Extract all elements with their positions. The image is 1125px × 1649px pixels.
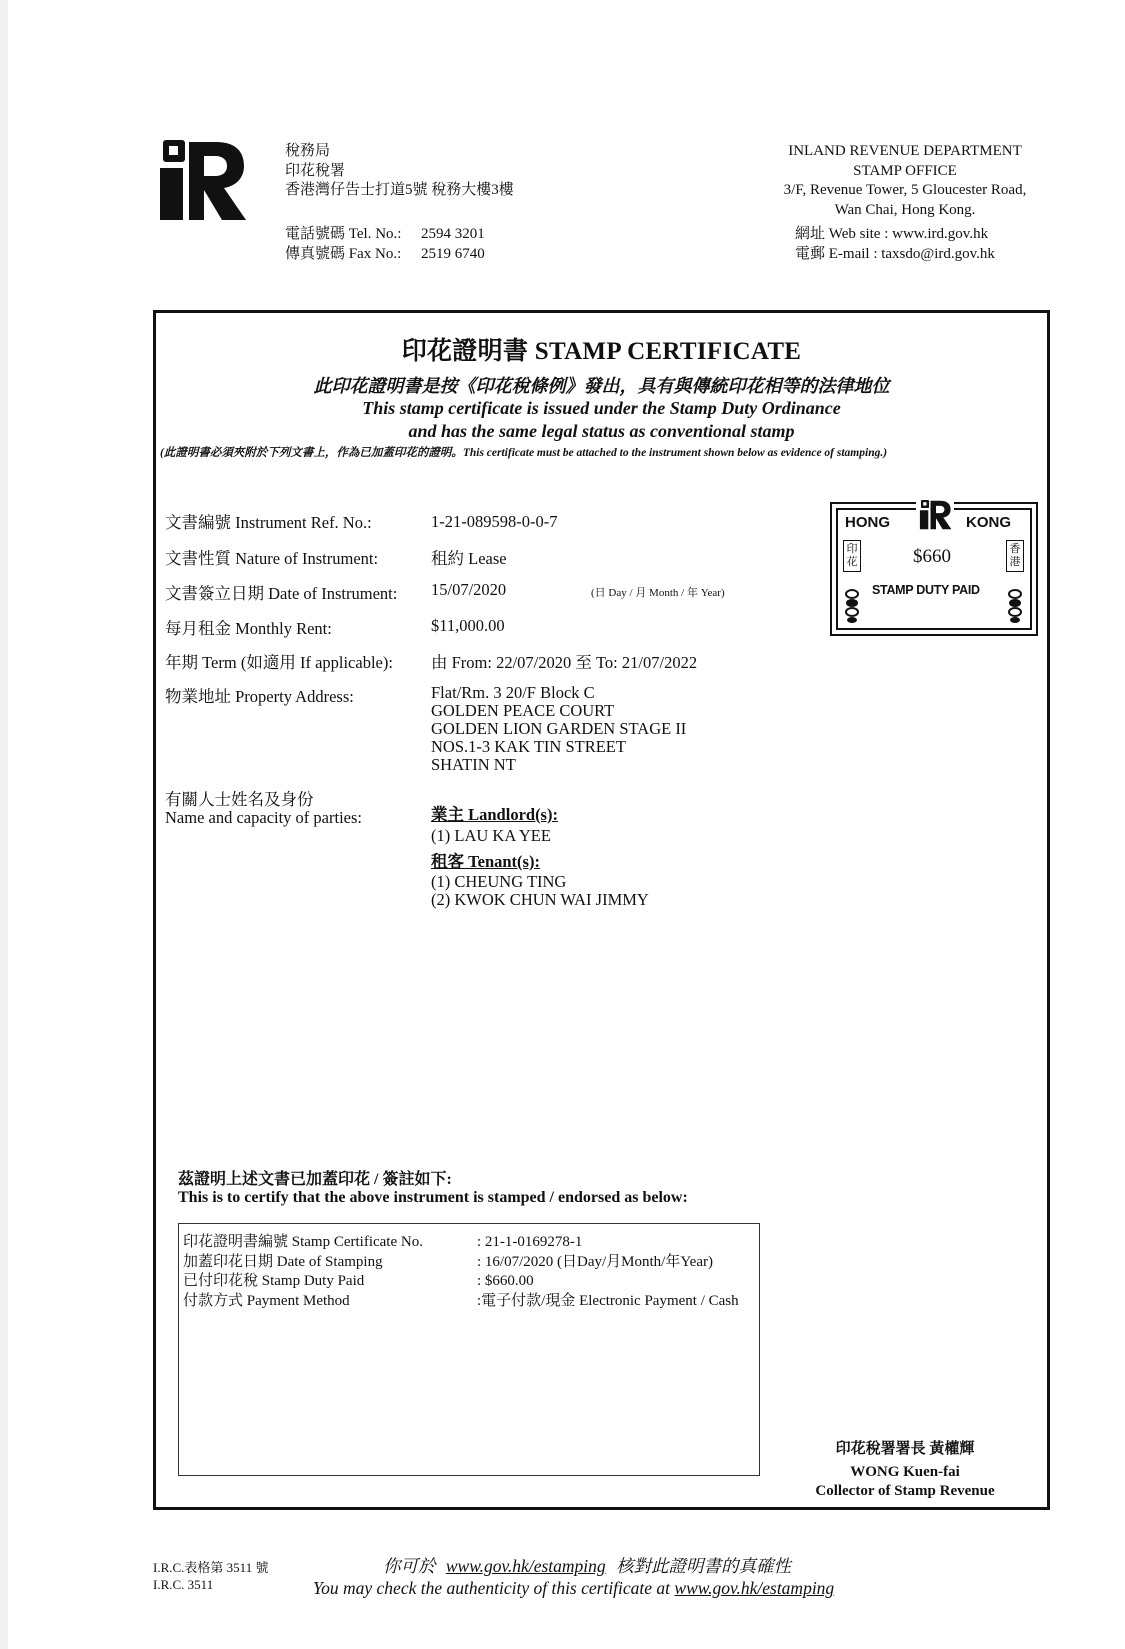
certify-statement-zh: 茲證明上述文書已加蓋印花 / 簽註如下: (178, 1171, 452, 1188)
stamp-hong: HONG (845, 514, 890, 531)
subtitle-en-line1: This stamp certificate is issued under the Stamp Duty Ordinance (362, 398, 841, 418)
instrument-date-value: 15/07/2020 (431, 580, 507, 599)
authenticity-en-prefix: You may check the authenticity of this certificate at (313, 1578, 671, 1598)
ird-logo-icon (160, 140, 248, 222)
collector-signature-block (780, 1440, 1030, 1501)
collector-title-en: Collector of Stamp Revenue (815, 1483, 995, 1499)
stamp-cert-no-value: : 21-1-0169278-1 (477, 1234, 583, 1250)
page-left-edge (0, 0, 8, 1649)
tenant-item: (1) CHEUNG TING (431, 872, 567, 891)
stamp-amount: $660 (913, 546, 951, 567)
office-name-zh: 印花稅署 (285, 162, 346, 179)
term-value: 由 From: 22/07/2020 至 To: 21/07/2022 (431, 653, 698, 672)
property-address-value (431, 684, 686, 774)
office-name-en: STAMP OFFICE (853, 162, 957, 179)
address-line2-en: Wan Chai, Hong Kong. (834, 201, 976, 218)
address-line1-en: 3/F, Revenue Tower, 5 Gloucester Road, (783, 182, 1027, 198)
website-link[interactable]: 網址 Web site : www.ird.gov.hk (795, 226, 989, 242)
office-address-en (760, 142, 1050, 220)
stamp-left-ornament-icon (843, 588, 861, 624)
parties-label (165, 791, 362, 827)
tel-label: 電話號碼 Tel. No.: (285, 226, 402, 242)
stamp-kong: KONG (966, 514, 1011, 531)
estamping-link-zh[interactable]: www.gov.hk/estamping (445, 1556, 606, 1576)
monthly-rent-value: $11,000.00 (431, 616, 505, 635)
address-line: SHATIN NT (431, 755, 516, 774)
dept-name-en: INLAND REVENUE DEPARTMENT (788, 143, 1022, 159)
estamping-link-en[interactable]: www.gov.hk/estamping (674, 1578, 835, 1598)
parties-label-zh: 有關人士姓名及身份 (165, 790, 314, 809)
property-address-label: 物業地址 Property Address: (165, 687, 354, 706)
instrument-date-label: 文書簽立日期 Date of Instrument: (165, 584, 398, 603)
landlord-heading: 業主 Landlord(s): (431, 805, 558, 824)
fax-label: 傳真號碼 Fax No.: (285, 245, 402, 262)
duty-paid-value: : $660.00 (477, 1273, 534, 1289)
stamp-right-ornament-icon (1006, 588, 1024, 624)
form-number-zh: I.R.C.表格第 3511 號 (153, 1560, 269, 1575)
web-contacts (795, 225, 995, 264)
address-line: GOLDEN LION GARDEN STAGE II (431, 719, 687, 738)
parties-label-en: Name and capacity of parties: (165, 808, 362, 827)
stamping-date-label: 加蓋印花日期 Date of Stamping (183, 1253, 383, 1270)
dept-name-zh: 稅務局 (285, 143, 331, 159)
landlord-item: (1) LAU KA YEE (431, 826, 551, 845)
collector-name: WONG Kuen-fai (850, 1464, 960, 1480)
subtitle-en-line2: and has the same legal status as conventional stamp (408, 421, 795, 441)
address-line: Flat/Rm. 3 20/F Block C (431, 683, 595, 702)
tenant-list (431, 873, 649, 909)
tenant-heading: 租客 Tenant(s): (431, 852, 540, 871)
stamp-ird-logo-icon (918, 500, 954, 530)
stamp-right-seal: 香港 (1006, 540, 1024, 572)
address-line: GOLDEN PEACE COURT (431, 701, 615, 720)
collector-title-zh: 印花稅署署長 黃權輝 (835, 1441, 975, 1457)
address-zh: 香港灣仔告士打道5號 稅務大樓3樓 (285, 182, 514, 198)
authenticity-note-en (313, 1578, 834, 1599)
form-number-en: I.R.C. 3511 (153, 1577, 214, 1592)
authenticity-zh-prefix: 你可於 (383, 1556, 436, 1576)
term-label: 年期 Term (如適用 If applicable): (165, 653, 393, 672)
fax-value: 2519 6740 (421, 245, 485, 262)
tenant-item: (2) KWOK CHUN WAI JIMMY (431, 890, 649, 909)
endorsement-values (477, 1233, 739, 1311)
payment-method-label: 付款方式 Payment Method (183, 1292, 350, 1309)
nature-label: 文書性質 Nature of Instrument: (165, 549, 379, 568)
stamping-date-value: : 16/07/2020 (日Day/月Month/年Year) (477, 1253, 713, 1270)
duty-paid-label: 已付印花稅 Stamp Duty Paid (183, 1273, 365, 1289)
date-format-hint: (日 Day / 月 Month / 年 Year) (591, 587, 725, 599)
tel-value: 2594 3201 (421, 226, 485, 242)
subtitle-zh: 此印花證明書是按《印花稅條例》發出，具有與傳統印花相等的法律地位 (313, 376, 890, 396)
instrument-ref-label: 文書編號 Instrument Ref. No.: (165, 513, 372, 532)
contact-numbers (285, 225, 485, 264)
attachment-note: (此證明書必須夾附於下列文書上，作為已加蓋印花的證明。This certificate must be attached to the instrument shown below as evidence of stamping.) (160, 447, 888, 459)
authenticity-zh-suffix: 核對此證明書的真確性 (616, 1556, 792, 1576)
address-line: NOS.1-3 KAK TIN STREET (431, 737, 626, 756)
stamp-left-seal: 印花 (843, 540, 861, 572)
stamp-status: STAMP DUTY PAID (872, 583, 980, 597)
certify-statement-en: This is to certify that the above instrument is stamped / endorsed as below: (178, 1189, 688, 1206)
monthly-rent-label: 每月租金 Monthly Rent: (165, 619, 332, 638)
payment-method-value: :電子付款/現金 Electronic Payment / Cash (477, 1292, 739, 1309)
instrument-ref-value: 1-21-089598-0-0-7 (431, 512, 558, 531)
office-address-zh (285, 142, 514, 201)
nature-value: 租約 Lease (431, 549, 507, 568)
stamp-cert-no-label: 印花證明書編號 Stamp Certificate No. (183, 1234, 423, 1250)
endorsement-labels (183, 1233, 423, 1311)
certificate-title: 印花證明書 STAMP CERTIFICATE (401, 338, 802, 365)
email-link[interactable]: 電郵 E-mail : taxsdo@ird.gov.hk (795, 245, 995, 262)
authenticity-note-zh (383, 1553, 791, 1578)
